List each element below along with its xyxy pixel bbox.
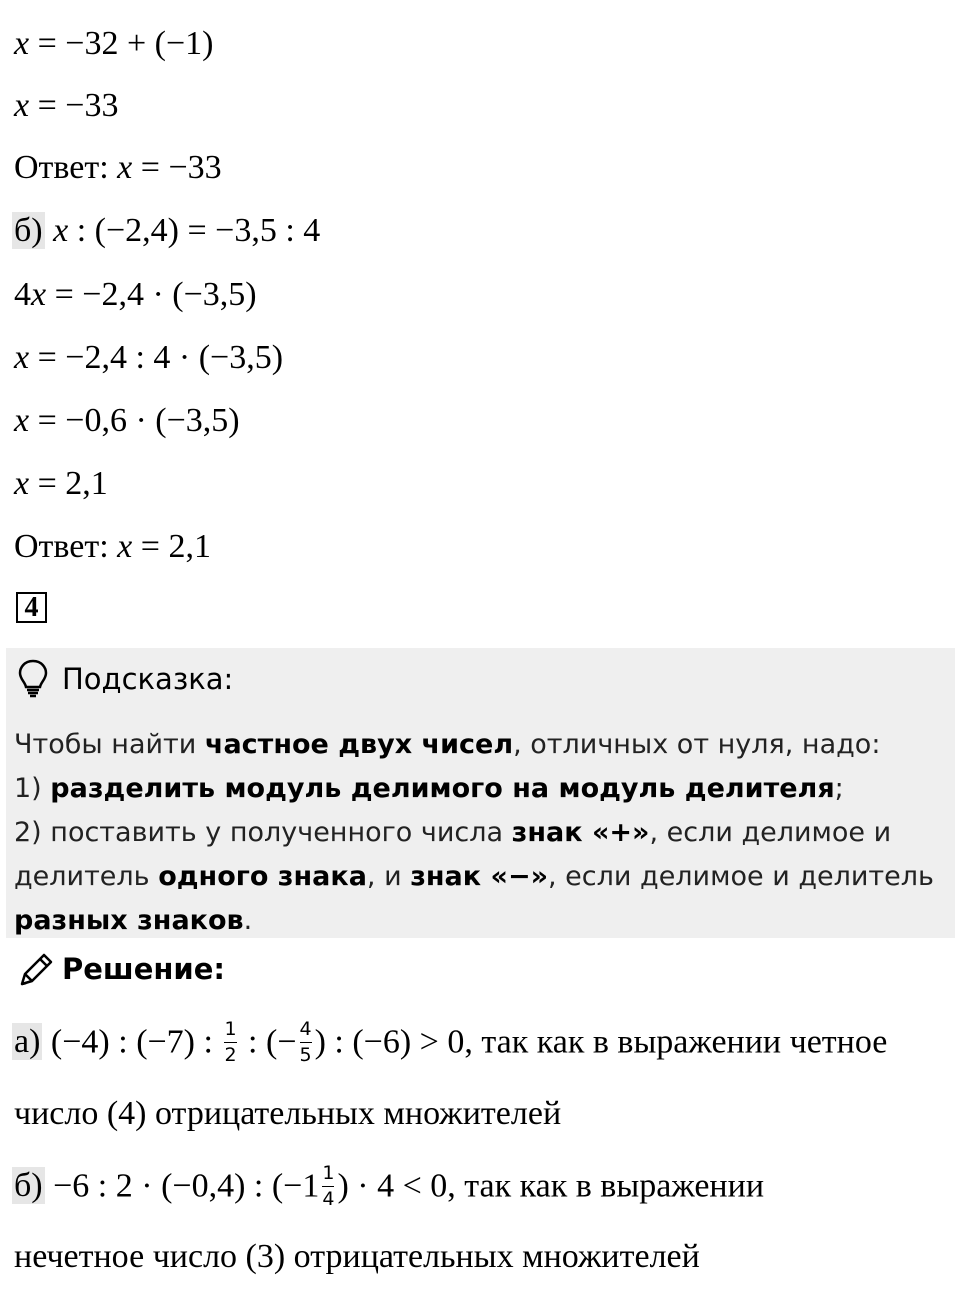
equation-line: б) x : (−2,4) = −3,5 : 4: [14, 212, 321, 249]
item-label: а): [14, 1023, 41, 1061]
equation-line: x = −0,6 · (−3,5): [14, 402, 240, 439]
answer-line: Ответ: x = −33: [14, 149, 222, 186]
fraction: $\frac{4}{5}$: [299, 1018, 312, 1066]
equation-line: x = 2,1: [14, 465, 108, 502]
fraction: $\frac{1}{2}$: [224, 1018, 237, 1066]
answer-line: Ответ: x = 2,1: [14, 528, 211, 565]
fraction: $\frac{1}{4}$: [322, 1162, 335, 1210]
equation-line: x = −2,4 : 4 · (−3,5): [14, 339, 284, 376]
item-label: б): [14, 1167, 43, 1205]
hint-text: Чтобы найти частное двух чисел, отличных от нуля, надо: 1) разделить модуль делимого на модуль делителя; 2) поставить у полученного числа знак «+», если делимое и делитель одного знака, и знак «−», если делимое и делитель разных знаков.: [14, 729, 934, 936]
solution-a-line-2: число (4) отрицательных множителей: [14, 1095, 562, 1132]
lightbulb-icon: [16, 658, 50, 698]
solution-b-line-2: нечетное число (3) отрицательных множителей: [14, 1238, 700, 1275]
item-label: б): [14, 212, 43, 249]
solution-a-line: а) (−4) : (−7) : $\frac{1}{2}$ : (− $\frac{4}{5}$ ) : (−6) > 0, так как в выражении четное: [14, 1018, 888, 1066]
solution-title: Решение:: [62, 952, 226, 986]
equation-line: 4x = −2,4 · (−3,5): [14, 276, 257, 313]
equation-line: x = −33: [14, 87, 119, 124]
task-number: 4: [16, 592, 47, 623]
hint-title: Подсказка:: [62, 662, 234, 696]
equation-line: x = −32 + (−1): [14, 25, 214, 62]
solution-b-line: б) −6 : 2 · (−0,4) : (−1 $\frac{1}{4}$ ) · 4 < 0, так как в выражении: [14, 1162, 765, 1210]
pencil-icon: [16, 950, 56, 990]
